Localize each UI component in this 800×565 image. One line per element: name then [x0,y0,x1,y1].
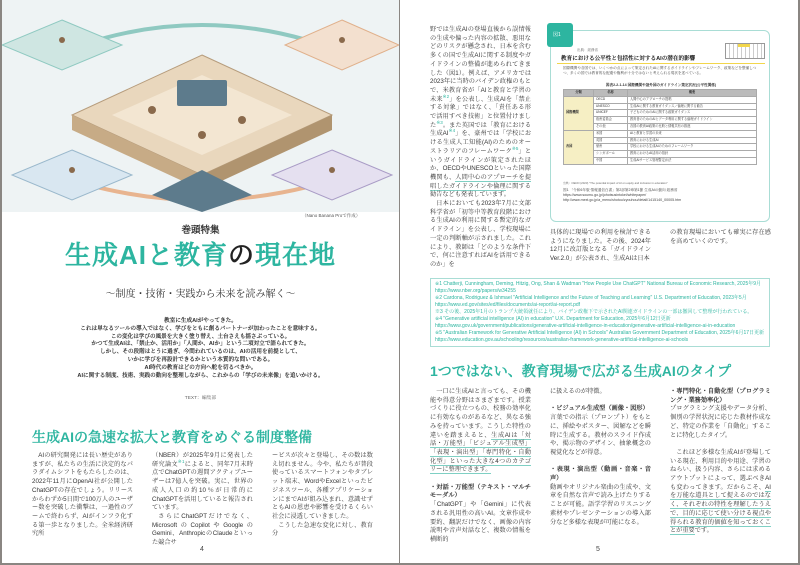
paragraph: の教育現場においても確実に存在感を高めていくのです。 [670,229,771,245]
figure-note: 国際機関や各国では、いくつかの点によって策定されたAIに関するガイドラインやフレームワーク、政策などを整備しつつ、多くの国では教育的な配慮や権利が十分ではないと考えられる現状を述べている。 [563,66,757,75]
figure-chart-thumbnail [725,43,765,59]
name-cell: 米国 [594,130,628,137]
body-column-top [430,26,531,270]
paragraph: 「ChatGPT」や「Gemini」に代表される汎用性の高いAI。文章作成や要約、翻訳だけでなく、画像の内容説明や音声対話など、複数の情報を横断的 [430,501,531,543]
footnotes-box [430,278,770,347]
text: 一口に生成AIと言っても、その機能や得意分野はさまざまです。授業づくりに役立つもの、校務の効率化に有効なものがあるなど、異なる強みを持っています。こうした特性の違いを踏まえると、 [430,388,531,439]
type-heading: ・ビジュアル生成型（画像・図形） [550,405,649,413]
summary-cell: 教育者のためのAIとデータ利用に関する倫理ガイドライン [628,117,757,124]
left-page [2,0,399,563]
illustration-credit: （Nano Banana Proで作成） [302,213,361,218]
text: 」というガイドラインが策定されたほか、OECDやUNESCOといった国際機関も、 [430,147,532,181]
title-part: の [227,240,255,270]
type-heading: ・専門特化・自動化型（プログラミング・業務効率化） [670,388,771,404]
group-cell: 国際機関 [564,96,594,130]
subtitle: ～制度・技術・実践から未来を読み解く～ [105,289,296,300]
paragraph: プログラミング支援やデータ分析、個別の学習状況に応じた教材作成など、特定の作業を「自動化」することに特化したタイプ。 [670,405,771,439]
figure-1 [550,30,770,222]
paragraph [430,388,531,475]
text: 」を、豪州では「学校における生成人工知能(AI)のためのオーストラリアのフレームワーク [430,130,532,155]
lead-line: かつて生成AIは、「禁止か、活用か」「人間か、AIか」という二項対立で語られてきた。 [91,341,310,348]
body-column-1 [32,452,133,539]
table-caption: 図表2-2-1-14 国際機関や諸外国のガイドライン策定状況(公平性関係) [605,83,717,87]
type-heading: ・対話・万能型（テキスト・マルチモーダル） [430,483,531,500]
paragraph [670,449,771,536]
footnote: ※3 その後、2025年1月のトランプ大統領就任により、バイデン政権下で示されたAI関連ガイドラインの一部は撤回して整理が行われている。 [435,309,753,315]
paragraph: に扱えるのが特徴。 [550,388,606,395]
text: に関する勧告なども発表しています。 [430,182,531,199]
summary-cell: 教育における生成AI [628,137,757,144]
footnote: ※2 Cardona, Rodriguez & Ishmael "Artificial Intelligence and the Future of Teaching and Learning" U.S. Department of Education, 2023年5月 https://www.ed.gov/sites/ed/files/documents/ai-report/ai-report.pdf [435,295,747,308]
body-column-mid-2 [670,229,771,246]
table-source: 出典：OECD (2023) "The potential impact of AI on equity and inclusion in education" [563,181,668,185]
footnote-ref: ※4 [448,128,456,134]
summary-cell: 各国の教育AI政策の比較と情報共有の推進 [628,123,757,130]
summary-cell: AIと教育と学習の未来 [628,130,757,137]
paragraph: さらにChatGPTだけでなく、MicrosoftのCopilotやGoogleのGemini、AnthropicのClaudeといった競合サ [152,512,253,547]
figure-title: 教育における公平性と包括性に対するAIの潜在的影響 [561,56,696,62]
figure-source-label: 出典：総務省 [577,48,598,52]
name-cell: その他 [594,123,628,130]
lead-line: 教室に生成AIがやってきた。 [164,318,237,324]
title-part: 現在地 [255,240,337,270]
summary-cell: 生成AIサービス管理暫定弁法 [628,157,757,164]
name-cell: UNICEF [594,110,628,117]
summary-cell: 人間中心のアプローチの提唱 [628,96,757,103]
footnote: ※5 "Australian Framework for Generative Artificial Intelligence (AI) in Schools" Australian Government Department of Education, 2025年6月17日更新 https://www.education.gov.au/schooling/resources/australian-framework-generative-artificial-intelligence-ai-schools [435,330,764,343]
highlighted-text: AIを万能な道具として捉えるのではなく、それぞれの特性を理解したうえで、目的に応じて使い分ける視点や得られる教育的価値を知っておくことが重要 [670,483,771,535]
title-part: 生成AIと教育 [64,240,228,270]
highlighted-text: 生成AIは「対話・万能型」「ビジュアル生成型」「表現・演出型」「専門特化・自動化型」といった大きな4つのカテゴリーに整理できます。 [430,431,531,474]
paragraph [152,452,253,513]
lead-line: AI時代の教育はどの方向へ舵を切るべきか。 [144,364,257,371]
text: （NBER）が2025年9月に発表した研究論文 [152,452,253,468]
footnote: ※4 "Generative artificial intelligence (AI) in education" U.K. Department for Education, 2025年6月12日更新 https://www.gov.uk/government/publications/generative-artificial-intelligence-in-education/generative-artificial-intelligence-ai-in-education [435,316,736,329]
type-heading: ・表現・演出型（動画・音楽・音声） [550,466,651,482]
footnote: ※1 Chatterji, Cunningham, Deming, Hitzig, Ong, Shan & Wadman "How People Use ChatGPT" National Bureau of Economic Research, 2025年9月 https://www.nber.org/papers/w34255 [435,281,762,294]
name-cell: 豪州 [594,144,628,151]
text: によると、同年7月末時点でChatGPTの週間アクティブユーザーは7億人を突破。実に、世界の成人人口の約10％が日常的にChatGPTを活用していると報告されています。 [152,460,254,512]
table-row [564,130,757,137]
text-credit: TEXT：編集部 [184,396,217,401]
table-header: 概要 [628,90,757,97]
caption-text: 図1 「令和6年版 情報通信白書」第2部第2章第1節 生成AIの動向 総務省 https://www.soumu.go.jp/johotsusintokei/whitepaper/ [563,188,678,197]
summary-cell: 教育におけるAI活用の指針 [628,151,757,158]
paragraph: 動画やオリジナル楽曲の生成や、文章を自然な音声で読み上げたりすることが可能。語学学習のリスニング素材やプレゼンテーションの導入部分など多様な表現が可能になる。 [550,483,651,526]
footnote-ref: ※3 [436,119,443,125]
lead-line: この変化は学びの風景を大きく塗り替え、土台さえも揺さぶっている。 [110,333,291,340]
text: です。 [694,527,713,535]
footnote-ref: ※5 [511,145,519,151]
paragraph: AIの研究開発には長い歴史がありますが、私たちの生活に決定的なパラダイムシフトをもたらしたのは、2022年11月にOpenAI社が公開したChatGPTの存在でしょう。リリースからわずか5日間で100万人のユーザー数を突破した衝撃は、一過性のブームで終わらず、AIがインフラ化する第一歩となりました。全米経済研究所 [32,452,133,538]
classroom-illustration [2,0,399,212]
section-heading: 生成AIの急速な拡大と教育をめぐる制度整備 [32,429,312,445]
name-cell: 中国 [594,157,628,164]
kicker: 巻頭特集 [181,225,220,236]
paragraph: 言葉での指示（プロンプト）をもとに、挿絵やポスター、図解などを瞬時に生成する。教材のスライド作成や、掲示物のデザイン、抽象概念の視覚化などが得意。 [550,414,651,456]
paragraph: こうした急速な変化に対し、教育分 [272,521,373,538]
body-column-3 [670,388,771,536]
body-column-3 [272,452,373,539]
name-cell: 英国 [594,137,628,144]
right-page [400,0,798,563]
lead-line: しかし、その段階はとうに過ぎ、今問われているのは、AIの活用を前提として、 [99,349,302,356]
summary-cell: 学校における生成AIのためのフレームワーク [628,144,757,151]
figure-tab: 図1 [547,23,573,47]
lead-line: いかに学びを再設計できるかという本質的な問いである。 [127,356,274,363]
caption-url[interactable]: http://www.mext.go.jp/a_menu/shotou/zyouhou/detail/1415140_00005.htm [563,197,682,202]
name-cell: シンガポール [594,151,628,158]
body-column-2 [550,388,651,527]
paragraph [430,26,531,200]
name-cell: OECD [594,96,628,103]
lead-text [2,318,399,380]
body-column-1 [430,388,531,545]
paragraph: 日本においても2023年7月に文部科学省が「初等中等教育段階における生成AIの利用に関する暫定的なガイドライン」を公表し、学校現場に一定の判断軸が示されました。これにより、教師は「どのような条件下で、何に注意すればAIを活用できるのか」を [430,200,531,268]
paragraph: ービスが次々と登場し、その数は数え切れません。今や、私たちが普段使っているスマートフォンやタブレット端末、WordやExcelといったビジネスツール、各種アプリケーションにまでAIが組み込まれ、意識せずともAIの恩恵や影響を受けるくらい社会に浸透していきました。 [272,452,373,520]
page-number: 4 [200,546,204,553]
table-row [564,96,757,103]
page-number: 5 [596,546,600,553]
highlighted-text: 人間中心のアプローチを提唱したガイドラインや倫理 [430,173,532,190]
body-column-mid-1 [550,229,651,264]
summary-cell: 生成AIに関する教育ガイダンス／倫理に関する勧告 [628,103,757,110]
paragraph: 具体的に現場での利用を検討できるようになりました。その後、2024年12月に改訂版となる「ガイドラインVer.2.0」が公表され、生成AIは日本 [550,229,651,263]
table-header: 分類 [564,90,594,97]
lead-line: AIに関する制度、技術、実践の動向を整理しながら、これからの「学びの未来像」を追いかける。 [77,372,324,379]
section-heading: 1つではない、教育現場で広がる生成AIのタイプ [430,363,732,379]
body-column-2 [152,452,253,548]
page-title [2,238,399,272]
footnote-ref: ※1 [177,458,185,464]
text: 。また英国では「教育における生成AI [430,121,532,138]
group-cell: 各国 [564,130,594,164]
name-cell: 欧州委員会 [594,117,628,124]
guideline-table [563,89,757,165]
text: 野では生成AIの登場直後から誤情報の生成や偏った内容の拡散、悪用などのリスクが懸念され、日本を含む多くの国で生成AIに関する制度やガイドラインの整備が進められてきました（図1）。例えば、アメリカでは2023年に当時のバイデン政権のもとで、米教育省が「AIと教育と学習の未来 [430,26,531,103]
name-cell: UNESCO [594,103,628,110]
text: 」を公表し、生成AIを「禁止する対象」ではなく、「責任ある形で活用すべき技術」と位置付けました [430,95,531,129]
lead-line: これは単なるツールの導入ではなく、学びをともに創るパートナーが加わったことを意味する。 [80,325,321,332]
figure-caption [563,188,759,202]
divider [557,63,765,64]
text: これほど多様な生成AIが登場している現在、利用目的や用途、学習のねらい、扱う内容、さらには求めるアウトプットによって、選ぶべきAIも変わってきます。だからこそ、 [670,448,771,491]
footnote-ref: ※2 [442,93,450,99]
summary-cell: 子どものためのAIに関する政策ガイダンス [628,110,757,117]
table-header: 名称 [594,90,628,97]
